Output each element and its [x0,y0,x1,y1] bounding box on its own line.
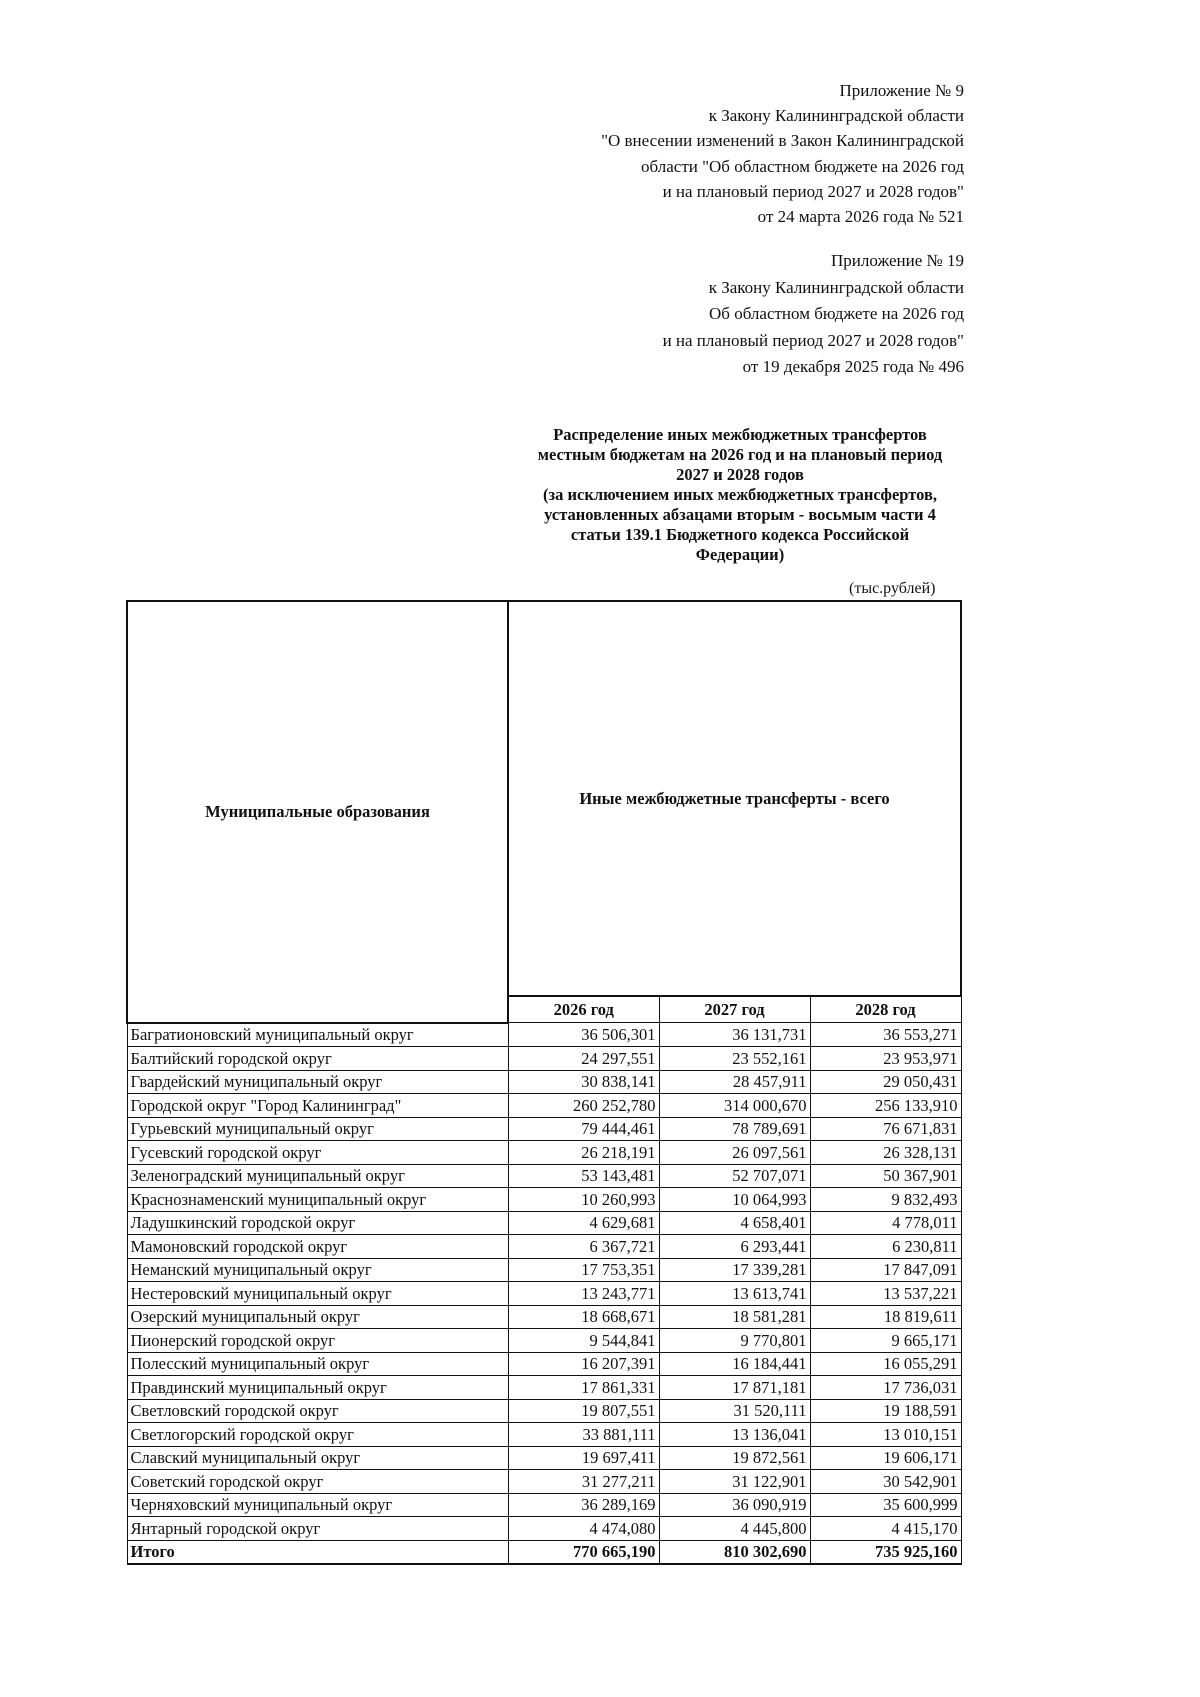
value-2026: 260 252,780 [508,1094,659,1118]
municipality-name: Гурьевский муниципальный округ [127,1117,508,1141]
value-2027: 10 064,993 [659,1188,810,1212]
value-2028: 30 542,901 [810,1470,961,1494]
table-row [127,1352,961,1376]
appendix-9-line: "О внесении изменений в Закон Калининградской [601,131,964,151]
title-line: (за исключением иных межбюджетных трансфертов, [543,485,937,504]
table-row [127,1070,961,1094]
value-2028: 9 665,171 [810,1329,961,1353]
table-row [127,1094,961,1118]
value-2026: 4 474,080 [508,1517,659,1541]
table-row [127,1282,961,1306]
title-line: 2027 и 2028 годов [676,465,804,484]
value-2027: 26 097,561 [659,1141,810,1165]
municipality-name: Черняховский муниципальный округ [127,1493,508,1517]
value-2026: 17 753,351 [508,1258,659,1282]
table-row [127,1211,961,1235]
value-2026: 30 838,141 [508,1070,659,1094]
table-row [127,1376,961,1400]
value-2027: 17 339,281 [659,1258,810,1282]
appendix-19-line: Приложение № 19 [831,251,964,270]
title-line: местным бюджетам на 2026 год и на плановый период [537,445,943,464]
value-2026: 9 544,841 [508,1329,659,1353]
header-year-2028: 2028 год [810,996,961,1023]
value-2027: 52 707,071 [659,1164,810,1188]
municipality-name: Янтарный городской округ [127,1517,508,1541]
value-2026: 24 297,551 [508,1047,659,1071]
table-row [127,1117,961,1141]
table-row [127,1399,961,1423]
value-2028: 13 537,221 [810,1282,961,1306]
total-2028: 735 925,160 [810,1540,961,1564]
value-2026: 36 506,301 [508,1023,659,1047]
header-municipality: Муниципальные образования [127,601,508,1023]
municipality-name: Городской округ "Город Калининград" [127,1094,508,1118]
title-line: Распределение иных межбюджетных трансфертов [553,425,927,444]
value-2026: 6 367,721 [508,1235,659,1259]
value-2028: 50 367,901 [810,1164,961,1188]
municipality-name: Неманский муниципальный округ [127,1258,508,1282]
value-2026: 36 289,169 [508,1493,659,1517]
title-line: статьи 139.1 Бюджетного кодекса Российской [570,525,910,544]
value-2027: 4 658,401 [659,1211,810,1235]
value-2028: 76 671,831 [810,1117,961,1141]
value-2027: 19 872,561 [659,1446,810,1470]
value-2028: 4 415,170 [810,1517,961,1541]
value-2026: 19 697,411 [508,1446,659,1470]
value-2027: 4 445,800 [659,1517,810,1541]
value-2026: 4 629,681 [508,1211,659,1235]
municipality-name: Краснознаменский муниципальный округ [127,1188,508,1212]
title-line: Федерации) [695,545,785,564]
appendix-19-line: Об областном бюджете на 2026 год [709,304,964,323]
table-row [127,1023,961,1047]
value-2027: 31 520,111 [659,1399,810,1423]
table-row [127,1446,961,1470]
table-row [127,1235,961,1259]
appendix-9-line: к Закону Калининградской области [708,106,964,126]
value-2027: 13 136,041 [659,1423,810,1447]
value-2027: 16 184,441 [659,1352,810,1376]
total-label: Итого [127,1540,508,1564]
total-row [127,1540,961,1564]
municipality-name: Балтийский городской округ [127,1047,508,1071]
value-2027: 314 000,670 [659,1094,810,1118]
municipality-name: Полесский муниципальный округ [127,1352,508,1376]
value-2027: 36 131,731 [659,1023,810,1047]
value-2028: 19 606,171 [810,1446,961,1470]
value-2028: 29 050,431 [810,1070,961,1094]
table-row [127,1047,961,1071]
value-2027: 31 122,901 [659,1470,810,1494]
value-2027: 17 871,181 [659,1376,810,1400]
municipality-name: Светлогорский городской округ [127,1423,508,1447]
value-2027: 6 293,441 [659,1235,810,1259]
value-2028: 19 188,591 [810,1399,961,1423]
municipality-name: Мамоновский городской округ [127,1235,508,1259]
appendix-19-line: от 19 декабря 2025 года № 496 [742,357,964,376]
value-2026: 53 143,481 [508,1164,659,1188]
header-year-2026: 2026 год [508,996,659,1023]
municipality-name: Пионерский городской округ [127,1329,508,1353]
table-row [127,1493,961,1517]
transfers-table [126,600,962,1565]
municipality-name: Багратионовский муниципальный округ [127,1023,508,1047]
value-2028: 17 736,031 [810,1376,961,1400]
value-2028: 36 553,271 [810,1023,961,1047]
appendix-9-line: и на плановый период 2027 и 2028 годов" [662,181,964,201]
appendix-19-line: и на плановый период 2027 и 2028 годов" [662,330,964,350]
value-2027: 28 457,911 [659,1070,810,1094]
header-year-2027: 2027 год [659,996,810,1023]
value-2027: 13 613,741 [659,1282,810,1306]
table-row [127,1188,961,1212]
value-2026: 17 861,331 [508,1376,659,1400]
value-2026: 79 444,461 [508,1117,659,1141]
value-2028: 16 055,291 [810,1352,961,1376]
value-2028: 23 953,971 [810,1047,961,1071]
appendix-19-line: к Закону Калининградской области [708,277,964,297]
header-transfers-total: Иные межбюджетные трансферты - всего [508,601,961,996]
appendix-9-header [601,78,964,229]
municipality-name: Светловский городской округ [127,1399,508,1423]
value-2028: 26 328,131 [810,1141,961,1165]
municipality-name: Правдинский муниципальный округ [127,1376,508,1400]
municipality-name: Гвардейский муниципальный округ [127,1070,508,1094]
value-2028: 9 832,493 [810,1188,961,1212]
municipality-name: Озерский муниципальный округ [127,1305,508,1329]
table-row [127,1470,961,1494]
municipality-name: Нестеровский муниципальный округ [127,1282,508,1306]
appendix-9-line: Приложение № 9 [839,81,964,100]
appendix-19-header [663,248,964,381]
table-row [127,1141,961,1165]
table-row [127,1423,961,1447]
units-label: (тыс.рублей) [849,580,936,597]
title-line: установленных абзацами вторым - восьмым части 4 [544,505,936,524]
value-2026: 33 881,111 [508,1423,659,1447]
value-2027: 18 581,281 [659,1305,810,1329]
appendix-9-line: области "Об областном бюджете на 2026 год [641,156,964,176]
value-2026: 16 207,391 [508,1352,659,1376]
value-2027: 23 552,161 [659,1047,810,1071]
document-title [480,425,1000,565]
total-2027: 810 302,690 [659,1540,810,1564]
value-2026: 13 243,771 [508,1282,659,1306]
table-row [127,1517,961,1541]
table-row [127,1258,961,1282]
table-row [127,1164,961,1188]
value-2026: 18 668,671 [508,1305,659,1329]
total-2026: 770 665,190 [508,1540,659,1564]
value-2026: 26 218,191 [508,1141,659,1165]
municipality-name: Гусевский городской округ [127,1141,508,1165]
municipality-name: Славский муниципальный округ [127,1446,508,1470]
value-2027: 78 789,691 [659,1117,810,1141]
value-2028: 17 847,091 [810,1258,961,1282]
value-2026: 31 277,211 [508,1470,659,1494]
value-2028: 18 819,611 [810,1305,961,1329]
value-2028: 4 778,011 [810,1211,961,1235]
value-2028: 35 600,999 [810,1493,961,1517]
municipality-name: Зеленоградский муниципальный округ [127,1164,508,1188]
value-2028: 256 133,910 [810,1094,961,1118]
value-2027: 9 770,801 [659,1329,810,1353]
appendix-9-line: от 24 марта 2026 года № 521 [757,207,964,227]
municipality-name: Ладушкинский городской округ [127,1211,508,1235]
value-2027: 36 090,919 [659,1493,810,1517]
value-2028: 6 230,811 [810,1235,961,1259]
table-row [127,1329,961,1353]
value-2026: 10 260,993 [508,1188,659,1212]
table-row [127,1305,961,1329]
value-2026: 19 807,551 [508,1399,659,1423]
value-2028: 13 010,151 [810,1423,961,1447]
municipality-name: Советский городской округ [127,1470,508,1494]
